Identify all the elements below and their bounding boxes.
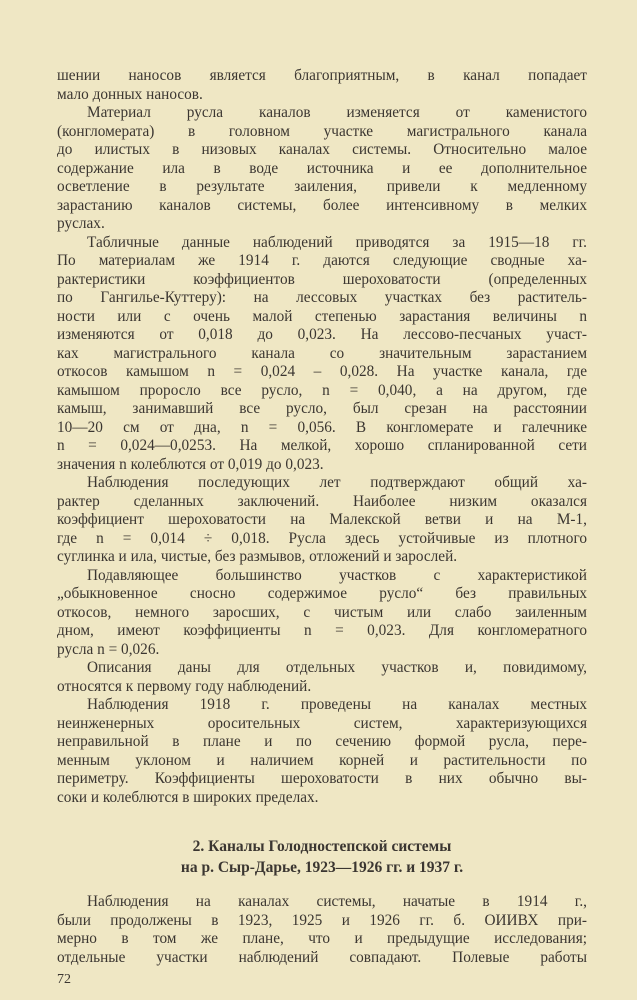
text-line: мерно в том же плане, что и предыдущие исследования;	[57, 930, 587, 947]
text-line: менным уклоном и наличием корней и растительности по	[57, 751, 587, 769]
text-line: неинженерных оросительных систем, характеризующихся	[57, 714, 587, 732]
text-line: Подавляющее большинство участков с характеристикой	[87, 566, 587, 584]
paragraph	[57, 893, 587, 967]
text-line: (конгломерата) в головном участке магистрального канала	[57, 122, 587, 140]
text-after-heading	[57, 893, 587, 967]
text-line: соки и колеблются в широких пределах.	[57, 788, 319, 806]
section-heading-line-1: 2. Каналы Голодностепской системы	[192, 838, 452, 855]
paragraph	[57, 696, 587, 807]
paragraph	[57, 567, 587, 660]
text-line: по Гангилье-Куттеру): на лессовых участках без раститель-	[57, 289, 587, 306]
text-line: до илистых в низовых каналах системы. Относительно малое	[57, 141, 587, 158]
text-line: Табличные данные наблюдений приводятся за 1915—18 гг.	[87, 233, 587, 251]
text-line: откосов, немного заросших, с чистым или слабо заиленным	[57, 603, 587, 621]
paragraph	[57, 659, 587, 696]
paragraph	[57, 67, 587, 104]
text-line: 10—20 см от дна, n = 0,056. В конгломерате и галечнике	[57, 418, 587, 436]
text-line: значения n колеблются от 0,019 до 0,023.	[57, 455, 324, 473]
text-line: рактер сделанных заключений. Наиболее низким оказался	[57, 492, 587, 510]
text-line: дном, имеют коэффициенты n = 0,023. Для конгломератного	[57, 622, 587, 639]
text-line: ности или с очень малой степенью зарастания величины n	[57, 307, 587, 325]
text-line: шении наносов является благоприятным, в канал попадает	[57, 67, 587, 84]
text-line: коэффициент шероховатости на Малекской ветви и на М-1,	[57, 511, 587, 528]
section-heading	[57, 836, 587, 878]
section-heading-line-2: на р. Сыр-Дарье, 1923—1926 гг. и 1937 г.	[180, 859, 464, 876]
paragraph	[57, 234, 587, 475]
paragraph	[57, 104, 587, 234]
paragraph	[57, 474, 587, 567]
text-line: периметру. Коэффициенты шероховатости в них обычно вы-	[57, 770, 587, 787]
text-line: ках магистрального канала со значительным зарастанием	[57, 344, 587, 362]
text-line: откосов камышом n = 0,024 – 0,028. На участке канала, где	[57, 363, 587, 380]
text-line: мало донных наносов.	[57, 85, 203, 103]
text-line: содержание ила в воде источника и ее дополнительное	[57, 159, 587, 177]
text-line: неправильной в плане и по сечению формой русла, пере-	[57, 733, 587, 750]
text-line: „обыкновенное сносно содержимое русло“ без правильных	[57, 585, 587, 602]
page-body	[57, 67, 587, 989]
text-line: n = 0,024—0,0253. На мелкой, хорошо спланированной сети	[57, 437, 587, 454]
text-before-heading	[57, 67, 587, 807]
page-number: 72	[57, 972, 71, 987]
text-line: камыш, занимавший все русло, был срезан на расстоянии	[57, 400, 587, 417]
text-line: русла n = 0,026.	[57, 640, 160, 658]
text-line: Описания даны для отдельных участков и, повидимому,	[87, 659, 587, 676]
text-line: были продолжены в 1923, 1925 и 1926 гг. б. ОИИВХ при-	[57, 911, 587, 929]
text-line: осветление в результате заиления, привели к медленному	[57, 178, 587, 195]
text-line: где n = 0,014 ÷ 0,018. Русла здесь устойчивые из плотного	[57, 529, 587, 547]
text-line: руслах.	[57, 215, 105, 232]
text-line: относятся к первому году наблюдений.	[57, 677, 312, 695]
text-line: суглинка и ила, чистые, без размывов, отложений и зарослей.	[57, 548, 458, 565]
text-line: камышом проросло все русло, n = 0,040, а на другом, где	[57, 381, 587, 399]
text-line: Наблюдения 1918 г. проведены на каналах местных	[87, 696, 587, 713]
text-line: зарастанию каналов системы, более интенсивному в мелких	[57, 196, 587, 214]
text-line: По материалам же 1914 г. даются следующие сводные ха-	[57, 252, 587, 269]
text-line: Наблюдения последующих лет подтверждают общий ха-	[87, 474, 587, 491]
text-line: рактеристики коэффициентов шероховатости (определенных	[57, 270, 587, 288]
text-line: изменяются от 0,018 до 0,023. На лессово-песчаных участ-	[57, 326, 587, 343]
text-line: Материал русла каналов изменяется от каменистого	[87, 104, 587, 121]
text-line: отдельные участки наблюдений совпадают. Полевые работы	[57, 948, 587, 966]
text-line: Наблюдения на каналах системы, начатые в 1914 г.,	[87, 893, 587, 910]
